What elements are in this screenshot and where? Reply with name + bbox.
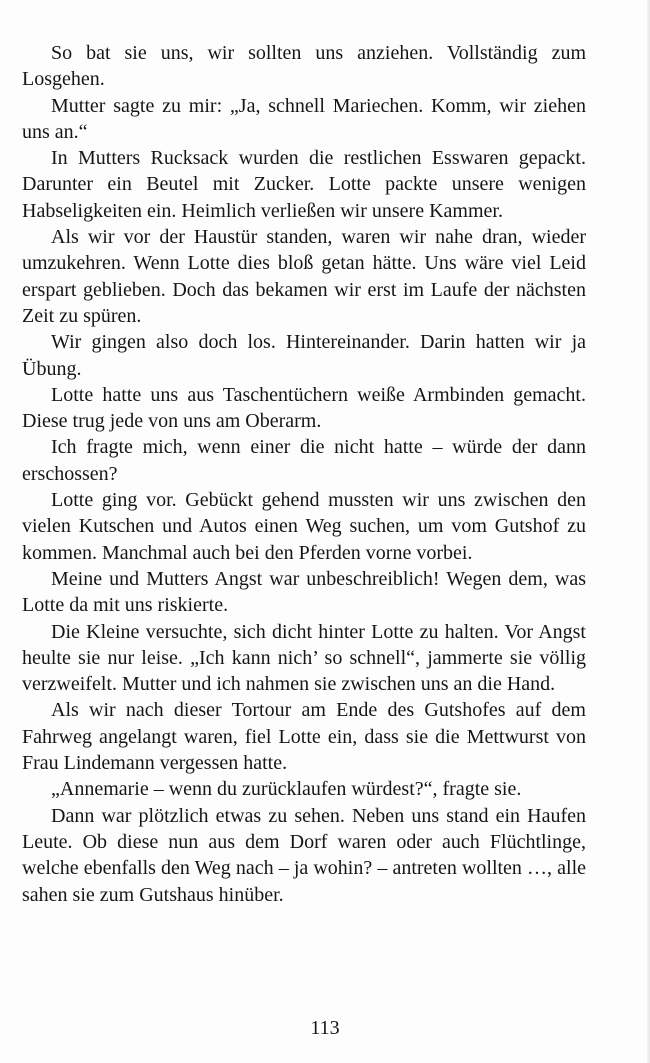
paragraph-9: Meine und Mutters Angst war unbeschreiblich! Wegen dem, was Lotte da mit uns riskierte.: [22, 567, 586, 617]
paragraph-8: Lotte ging vor. Gebückt gehend mussten wir uns zwischen den vielen Kutschen und Autos einen Weg suchen, um vom Gutshof zu kommen. Manchmal auch bei den Pferden vorne vorbei.: [22, 489, 586, 564]
paragraph-5: Wir gingen also doch los. Hintereinander. Darin hatten wir ja Übung.: [22, 331, 586, 380]
paragraph-10: Die Kleine versuchte, sich dicht hinter Lotte zu halten. Vor Angst heulte sie nur leise. „Ich kann nich’ so schnell“, jammerte sie völlig verzweifelt. Mutter und ich nahmen sie zwischen uns an die Hand.: [22, 620, 586, 696]
book-page-body: [22, 40, 586, 908]
paragraph-6: Lotte hatte uns aus Taschentüchern weiße Armbinden gemacht. Diese trug jede von uns am Oberarm.: [22, 383, 586, 433]
paragraph-4: Als wir vor der Haustür standen, waren wir nahe dran, wieder umzukehren. Wenn Lotte dies bloß getan hätte. Uns wäre viel Leid erspart geblieben. Doch das bekamen wir erst im Laufe der nächsten Zeit zu spüren.: [22, 226, 586, 327]
paragraph-12: „Annemarie – wenn du zurücklaufen würdest?“, fragte sie.: [51, 778, 522, 801]
paragraph-7: Ich fragte mich, wenn einer die nicht hatte – würde der dann erschossen?: [22, 436, 586, 485]
paragraph-3: In Mutters Rucksack wurden die restlichen Esswaren gepackt. Darunter ein Beutel mit Zucker. Lotte packte unsere wenigen Habseligkeiten ein. Heimlich verließen wir unsere Kammer.: [22, 147, 586, 222]
paragraph-1: So bat sie uns, wir sollten uns anziehen. Vollständig zum Losgehen.: [22, 42, 586, 91]
page-number: 113: [310, 1017, 340, 1039]
paragraph-11: Als wir nach dieser Tortour am Ende des Gutshofes auf dem Fahrweg angelangt waren, fiel Lotte ein, dass sie die Mettwurst von Frau Lindemann vergessen hatte.: [22, 699, 586, 775]
paragraph-2: Mutter sagte zu mir: „Ja, schnell Mariechen. Komm, wir ziehen uns an.“: [22, 94, 586, 143]
paragraph-13: Dann war plötzlich etwas zu sehen. Neben uns stand ein Haufen Leute. Ob diese nun aus dem Dorf waren oder auch Flüchtlinge, welche ebenfalls den Weg nach – ja wohin? – antreten wollten …, alle sahen sie zum Gutshaus hinüber.: [22, 804, 586, 906]
